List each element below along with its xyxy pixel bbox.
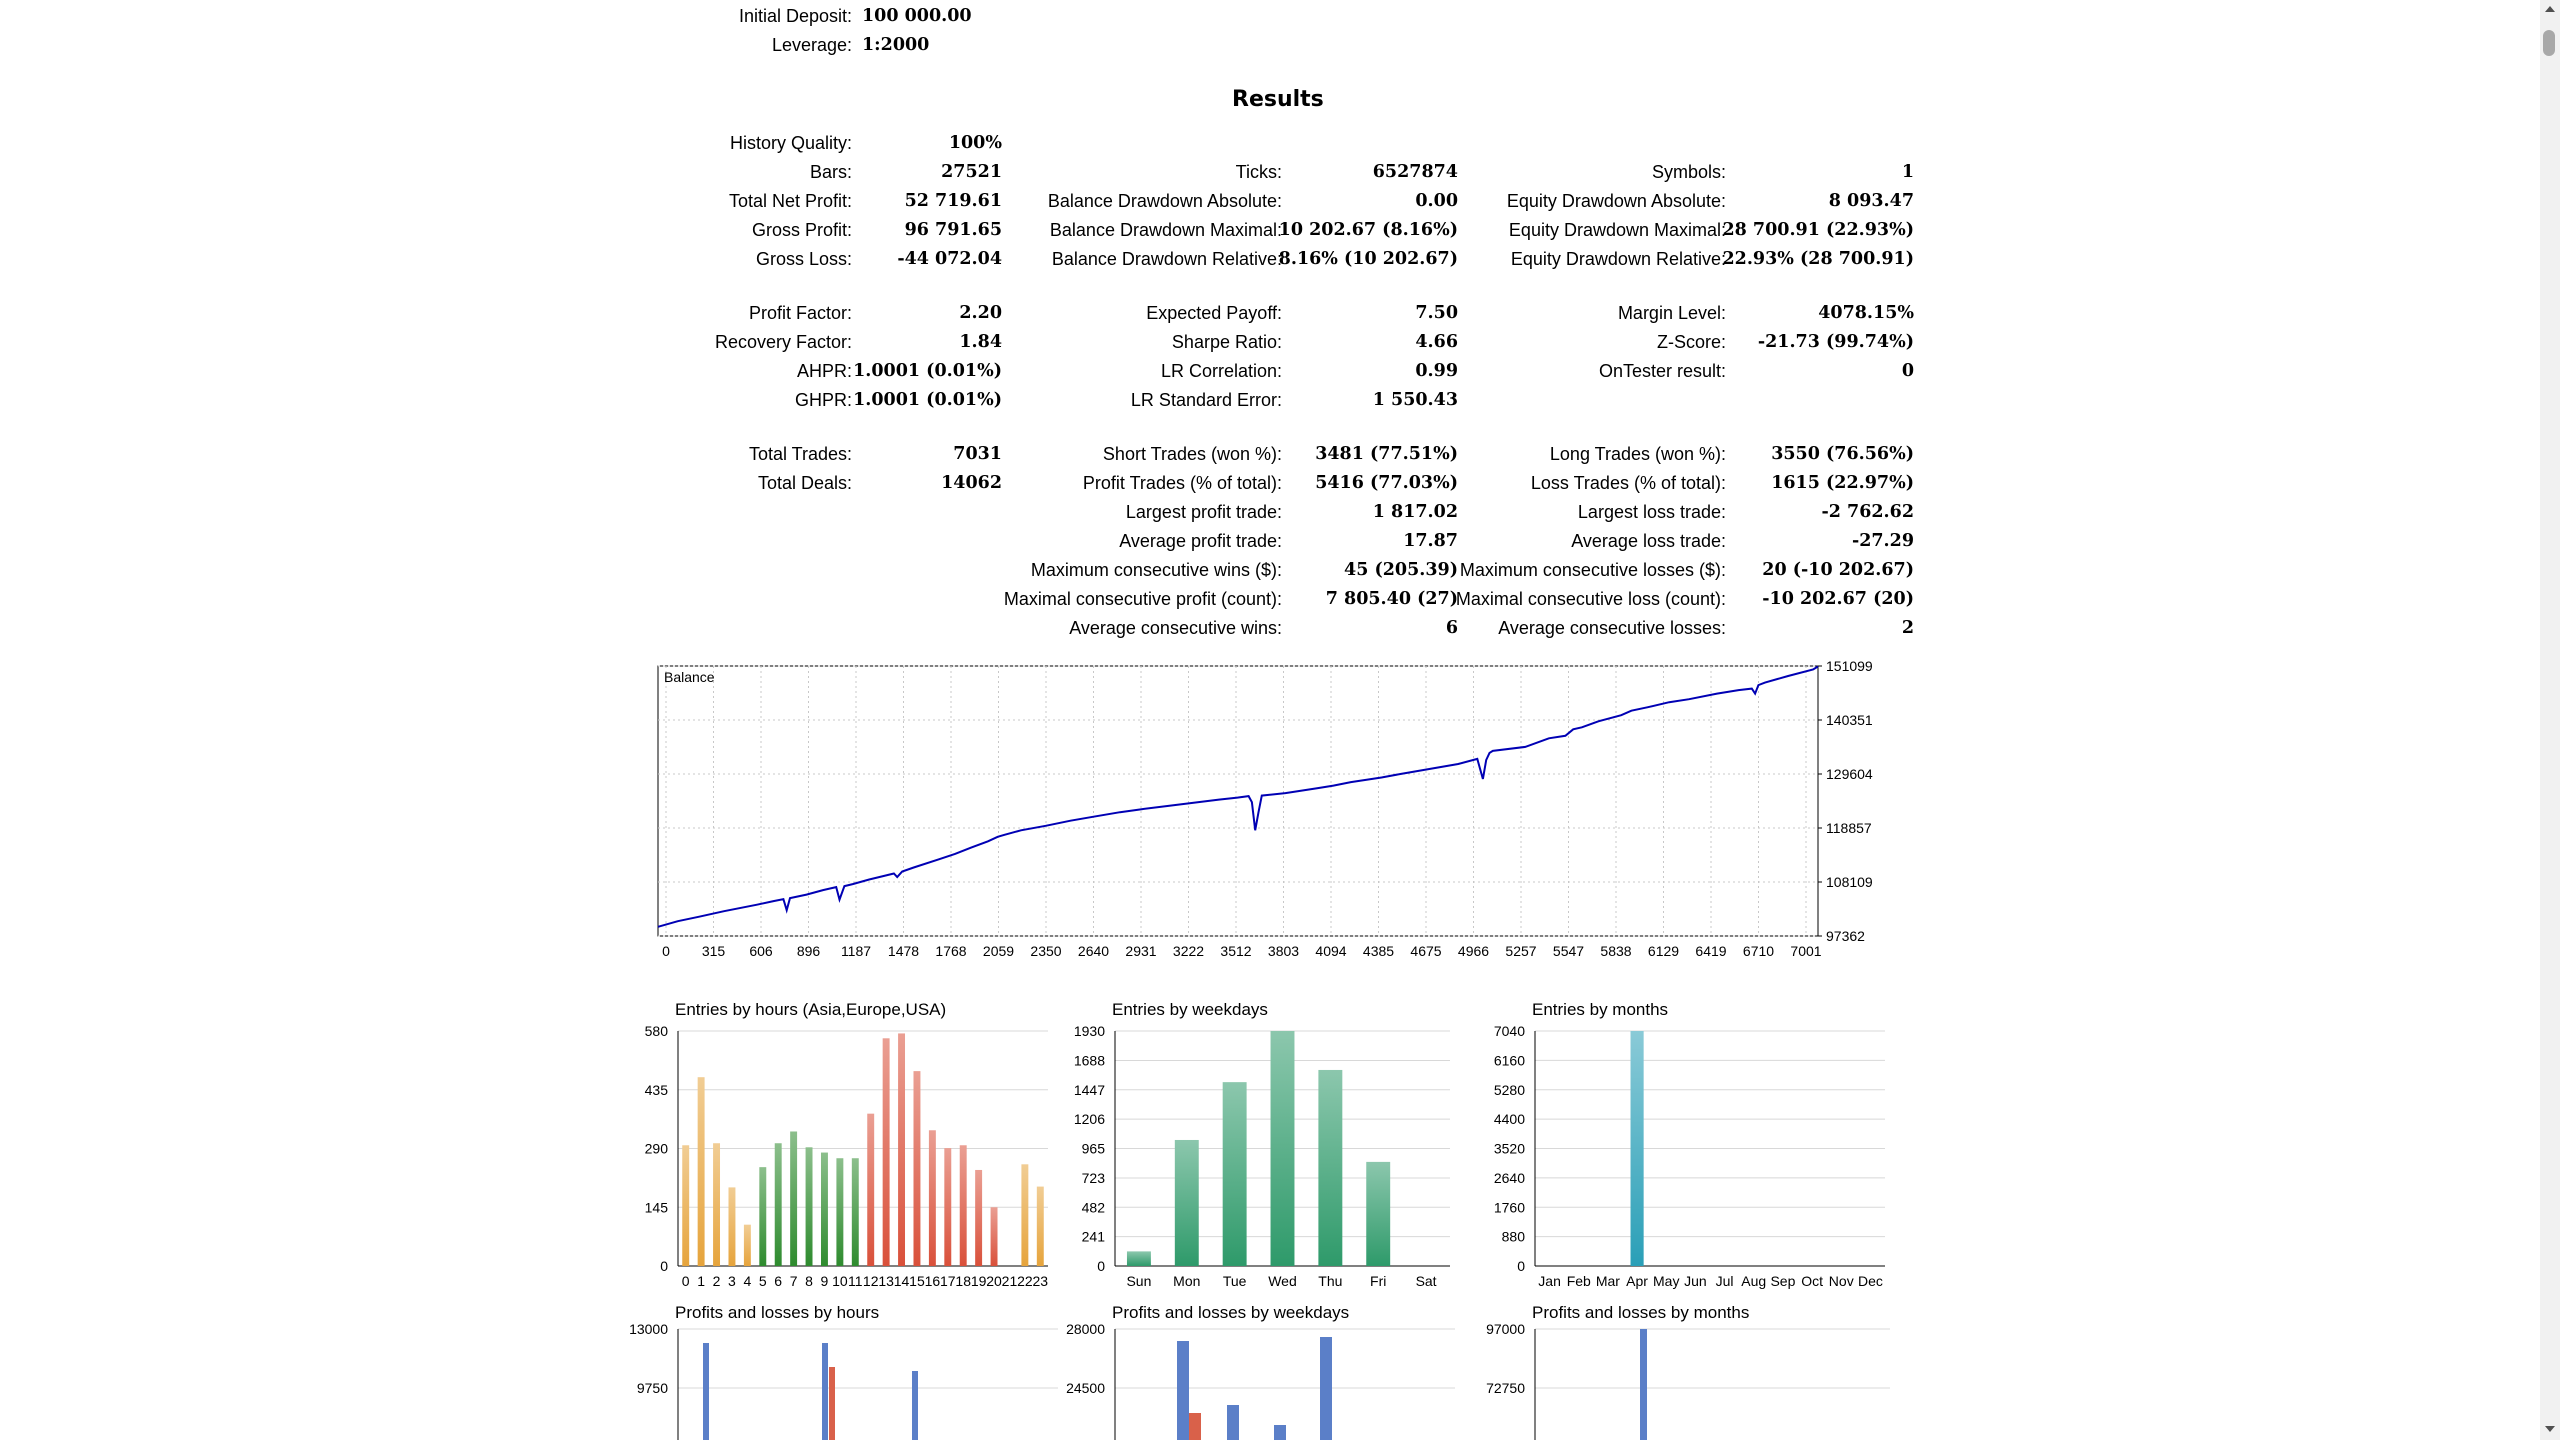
x-tick-label: 4 — [743, 1273, 752, 1289]
x-tick-label: 7 — [789, 1273, 798, 1289]
x-tick-label: 18 — [955, 1273, 971, 1289]
x-tick-label: 20 — [986, 1273, 1002, 1289]
col1-value: 100% — [948, 133, 1002, 153]
y-tick-label: 1447 — [1073, 1081, 1105, 1098]
bar — [744, 1225, 751, 1266]
col3-value: 4078.15% — [1818, 303, 1914, 323]
bar — [1021, 1164, 1028, 1266]
x-tick-label: 6710 — [1742, 943, 1775, 959]
col2-label: Balance Drawdown Absolute: — [1047, 191, 1282, 211]
x-tick-label: 1478 — [887, 943, 920, 959]
x-tick-label: May — [1653, 1273, 1680, 1289]
profit-bar — [1320, 1337, 1332, 1440]
x-tick-label: Jul — [1715, 1273, 1734, 1289]
col3-label: Symbols: — [1651, 162, 1726, 182]
col3-value: 28 700.91 (22.93%) — [1722, 220, 1914, 240]
col1-label: History Quality: — [729, 133, 852, 153]
y-tick-label: 880 — [1501, 1228, 1525, 1245]
col3-label: Equity Drawdown Maximal: — [1508, 220, 1726, 240]
col1-value: 96 791.65 — [904, 220, 1002, 240]
y-tick-label: 0 — [660, 1258, 668, 1274]
bar — [960, 1145, 967, 1266]
col3-label: Long Trades (won %): — [1549, 444, 1726, 464]
y-tick-label: 28000 — [1066, 1321, 1105, 1337]
bar — [682, 1145, 689, 1266]
x-tick-label: 606 — [749, 943, 773, 959]
x-tick-label: 315 — [701, 943, 726, 959]
col1-value: 52 719.61 — [904, 191, 1002, 211]
bar — [821, 1153, 828, 1266]
chart-title: Entries by weekdays — [1112, 1000, 1268, 1019]
scrollbar-thumb[interactable] — [2543, 30, 2555, 56]
x-tick-label: Thu — [1318, 1273, 1343, 1289]
y-tick-label: 482 — [1081, 1199, 1105, 1216]
bar — [852, 1158, 859, 1266]
col1-value: 14062 — [941, 473, 1002, 493]
y-tick-label: 129604 — [1826, 766, 1873, 783]
col3-label: Margin Level: — [1617, 303, 1726, 323]
x-tick-label: Jun — [1684, 1273, 1707, 1289]
y-tick-label: 151099 — [1826, 660, 1873, 674]
col3-label: Maximum consecutive losses ($): — [1459, 560, 1726, 580]
y-tick-label: 140351 — [1826, 712, 1873, 729]
col1-value: -44 072.04 — [897, 249, 1002, 269]
leverage-label: Leverage: — [771, 35, 852, 55]
bar — [728, 1187, 735, 1266]
y-tick-label: 108109 — [1826, 874, 1873, 891]
x-tick-label: 1187 — [840, 943, 872, 959]
x-tick-label: 1 — [697, 1273, 706, 1289]
col2-value: 0.00 — [1415, 191, 1458, 211]
x-tick-label: 5547 — [1552, 943, 1585, 959]
y-tick-label: 1688 — [1073, 1052, 1105, 1069]
col2-label: Maximal consecutive profit (count): — [1003, 589, 1282, 609]
col2-value: 7 805.40 (27) — [1325, 589, 1458, 609]
col1-value: 2.20 — [959, 303, 1002, 323]
y-tick-label: 965 — [1081, 1140, 1105, 1157]
col2-label: Profit Trades (% of total): — [1082, 473, 1282, 493]
bar — [1366, 1162, 1390, 1266]
chart-title: Entries by months — [1532, 1000, 1669, 1019]
chart-title: Profits and losses by months — [1532, 1303, 1750, 1322]
chart-title: Entries by hours (Asia,Europe,USA) — [675, 1000, 947, 1019]
x-tick-label: 6 — [774, 1273, 783, 1289]
profits-losses-by-hours-chart — [620, 1295, 1060, 1440]
col2-label: Average consecutive wins: — [1069, 618, 1282, 638]
col2-label: Balance Drawdown Relative: — [1051, 249, 1282, 269]
y-tick-label: 241 — [1081, 1228, 1105, 1245]
x-tick-label: 4675 — [1410, 943, 1442, 959]
col3-label: Largest loss trade: — [1577, 502, 1726, 522]
col3-value: 22.93% (28 700.91) — [1722, 249, 1914, 269]
col2-label: Expected Payoff: — [1146, 303, 1282, 323]
x-tick-label: 22 — [1017, 1273, 1033, 1289]
bar — [759, 1167, 766, 1266]
col3-label: Loss Trades (% of total): — [1530, 473, 1726, 493]
bar — [991, 1207, 998, 1266]
x-tick-label: Jan — [1538, 1273, 1561, 1289]
y-tick-label: 0 — [1517, 1258, 1525, 1274]
col2-label: Average profit trade: — [1119, 531, 1282, 551]
col2-label: Balance Drawdown Maximal: — [1049, 220, 1282, 240]
chart-title: Profits and losses by hours — [675, 1303, 880, 1322]
x-tick-label: 2350 — [1030, 943, 1062, 959]
bar — [806, 1147, 813, 1266]
x-tick-label: 2 — [712, 1273, 721, 1289]
x-tick-label: Mon — [1173, 1273, 1201, 1289]
bar — [867, 1114, 874, 1266]
col1-label: Gross Loss: — [755, 249, 852, 269]
col3-value: 8 093.47 — [1828, 191, 1914, 211]
col2-label: LR Standard Error: — [1130, 390, 1282, 410]
y-tick-label: 290 — [644, 1140, 668, 1157]
col2-value: 45 (205.39) — [1344, 560, 1458, 580]
x-tick-label: 7001 — [1790, 943, 1822, 959]
col1-label: Total Trades: — [748, 444, 852, 464]
initial-deposit-label: Initial Deposit: — [738, 6, 852, 26]
col2-label: Maximum consecutive wins ($): — [1030, 560, 1282, 580]
loss-bar — [829, 1367, 835, 1440]
y-tick-label: 580 — [644, 1023, 668, 1039]
col1-label: Total Net Profit: — [728, 191, 852, 211]
x-tick-label: Feb — [1566, 1273, 1591, 1289]
x-tick-label: 5 — [758, 1273, 767, 1289]
profits-losses-by-months-chart — [1480, 1295, 1900, 1440]
col3-value: -10 202.67 (20) — [1762, 589, 1914, 609]
bar — [713, 1143, 720, 1266]
y-tick-label: 97000 — [1486, 1321, 1525, 1337]
col1-label: Profit Factor: — [748, 303, 852, 323]
x-tick-label: Sep — [1770, 1273, 1796, 1289]
chart-title: Balance — [664, 669, 715, 685]
x-tick-label: 4094 — [1315, 943, 1347, 959]
bar — [775, 1143, 782, 1266]
col3-value: 2 — [1901, 618, 1914, 638]
col1-label: Total Deals: — [757, 473, 852, 493]
profit-bar — [1177, 1341, 1189, 1440]
col3-value: -2 762.62 — [1821, 502, 1914, 522]
x-tick-label: 8 — [805, 1273, 813, 1289]
plot-frame — [658, 666, 1818, 936]
y-tick-label: 435 — [644, 1081, 668, 1098]
x-tick-label: 0 — [681, 1273, 690, 1289]
x-tick-label: 2931 — [1125, 943, 1157, 959]
bar — [929, 1130, 936, 1266]
entries-by-months-chart — [1490, 995, 1900, 1295]
col3-label: OnTester result: — [1598, 361, 1726, 381]
col2-label: Largest profit trade: — [1125, 502, 1282, 522]
y-tick-label: 0 — [1097, 1258, 1105, 1274]
bar — [883, 1038, 890, 1266]
y-tick-label: 145 — [644, 1199, 668, 1216]
y-tick-label: 9750 — [636, 1380, 668, 1396]
x-tick-label: Nov — [1828, 1273, 1854, 1289]
leverage-value: 1:2000 — [862, 35, 930, 55]
y-tick-label: 6160 — [1493, 1052, 1525, 1069]
x-tick-label: 896 — [796, 943, 821, 959]
x-tick-label: 17 — [940, 1273, 956, 1289]
col2-value: 1 817.02 — [1372, 502, 1458, 522]
col2-label: Ticks: — [1235, 162, 1282, 182]
x-tick-label: 6129 — [1647, 943, 1680, 959]
x-tick-label: 3512 — [1220, 943, 1252, 959]
y-tick-label: 723 — [1081, 1169, 1105, 1186]
col2-value: 0.99 — [1415, 361, 1458, 381]
x-tick-label: Aug — [1741, 1273, 1767, 1289]
x-tick-label: 11 — [848, 1273, 863, 1289]
col2-value: 10 202.67 (8.16%) — [1278, 220, 1458, 240]
bar — [1631, 1031, 1644, 1266]
col2-value: 5416 (77.03%) — [1315, 473, 1458, 493]
col2-value: 7.50 — [1415, 303, 1458, 323]
profit-bar — [703, 1343, 709, 1440]
x-tick-label: 6419 — [1695, 943, 1727, 959]
col1-label: GHPR: — [794, 390, 852, 410]
y-tick-label: 97362 — [1826, 928, 1865, 944]
col3-value: -27.29 — [1851, 531, 1914, 551]
col3-label: Z-Score: — [1656, 332, 1726, 352]
x-tick-label: 3803 — [1267, 943, 1300, 959]
x-tick-label: 10 — [832, 1273, 848, 1289]
col2-label: Sharpe Ratio: — [1171, 332, 1282, 352]
x-tick-label: Mar — [1595, 1273, 1620, 1289]
profit-bar — [912, 1371, 918, 1440]
x-tick-label: 21 — [1001, 1273, 1018, 1289]
results-heading: Results — [1232, 87, 1324, 112]
col3-label: Average loss trade: — [1571, 531, 1726, 551]
x-tick-label: 1768 — [935, 943, 967, 959]
col3-label: Average consecutive losses: — [1498, 618, 1726, 638]
col3-label: Equity Drawdown Relative: — [1510, 249, 1726, 269]
col1-value: 27521 — [941, 162, 1002, 182]
col2-value: 1 550.43 — [1372, 390, 1458, 410]
col3-value: 1 — [1901, 162, 1914, 182]
x-tick-label: 14 — [893, 1273, 910, 1289]
bar — [944, 1148, 951, 1266]
x-tick-label: 0 — [662, 943, 670, 959]
y-tick-label: 5280 — [1493, 1081, 1525, 1098]
x-tick-label: 2059 — [982, 943, 1015, 959]
x-tick-label: 4966 — [1457, 943, 1490, 959]
x-tick-label: 23 — [1032, 1273, 1049, 1289]
bar — [836, 1158, 843, 1266]
col1-value: 7031 — [953, 444, 1002, 464]
x-tick-label: 3 — [728, 1273, 736, 1289]
bar — [1318, 1070, 1342, 1266]
col1-value: 1.0001 (0.01%) — [853, 390, 1002, 410]
col2-value: 6 — [1445, 618, 1458, 638]
x-tick-label: Oct — [1801, 1273, 1823, 1289]
col3-value: 3550 (76.56%) — [1771, 444, 1914, 464]
bar — [698, 1077, 705, 1266]
entries-by-hours-chart — [630, 995, 1060, 1295]
x-tick-label: Sat — [1415, 1273, 1437, 1289]
y-tick-label: 24500 — [1066, 1380, 1105, 1396]
x-tick-label: Fri — [1370, 1273, 1387, 1289]
y-tick-label: 1930 — [1073, 1023, 1105, 1039]
col2-value: 3481 (77.51%) — [1315, 444, 1458, 464]
y-tick-label: 3520 — [1493, 1140, 1525, 1157]
col3-label: Maximal consecutive loss (count): — [1455, 589, 1726, 609]
bar — [1037, 1187, 1044, 1266]
bar — [1127, 1251, 1151, 1266]
col1-label: Recovery Factor: — [714, 332, 852, 352]
bar — [1271, 1031, 1295, 1266]
profit-bar — [822, 1343, 828, 1440]
y-tick-label: 2640 — [1493, 1169, 1525, 1186]
bar — [790, 1131, 797, 1266]
profits-losses-by-weekdays-chart — [1050, 1295, 1470, 1440]
bar — [913, 1071, 920, 1266]
x-tick-label: Wed — [1268, 1273, 1297, 1289]
entries-by-weekdays-chart — [1060, 995, 1470, 1295]
col3-label: Equity Drawdown Absolute: — [1506, 191, 1726, 211]
x-tick-label: Sun — [1126, 1273, 1152, 1289]
y-tick-label: 7040 — [1493, 1023, 1525, 1039]
y-tick-label: 1206 — [1073, 1111, 1105, 1128]
scroll-up-arrow-icon[interactable] — [2543, 2, 2557, 16]
vertical-scrollbar[interactable] — [2540, 0, 2560, 1440]
bar — [975, 1170, 982, 1266]
col3-value: -21.73 (99.74%) — [1757, 332, 1914, 352]
x-tick-label: 3222 — [1172, 943, 1205, 959]
bar — [1175, 1140, 1199, 1266]
x-tick-label: 5257 — [1505, 943, 1537, 959]
x-tick-label: Dec — [1857, 1273, 1883, 1289]
col2-value: 17.87 — [1403, 531, 1458, 551]
x-tick-label: 2640 — [1077, 943, 1110, 959]
col2-value: 6527874 — [1372, 162, 1458, 182]
bar — [898, 1033, 905, 1266]
col1-value: 1.84 — [959, 332, 1002, 352]
y-tick-label: 72750 — [1486, 1380, 1525, 1396]
x-tick-label: 13 — [878, 1273, 894, 1289]
col2-label: LR Correlation: — [1160, 361, 1282, 381]
y-tick-label: 118857 — [1826, 819, 1872, 836]
col1-label: Gross Profit: — [751, 220, 852, 240]
col1-label: AHPR: — [796, 361, 852, 381]
x-tick-label: Tue — [1222, 1273, 1247, 1289]
profit-bar — [1274, 1425, 1286, 1440]
chart-title: Profits and losses by weekdays — [1112, 1303, 1350, 1322]
profit-bar — [1227, 1405, 1239, 1440]
x-tick-label: 15 — [909, 1273, 925, 1289]
loss-bar — [1189, 1413, 1201, 1440]
y-tick-label: 13000 — [629, 1321, 668, 1337]
y-tick-label: 1760 — [1493, 1199, 1525, 1216]
col2-value: 4.66 — [1415, 332, 1458, 352]
x-tick-label: 12 — [862, 1273, 879, 1289]
x-tick-label: Apr — [1626, 1273, 1648, 1289]
col2-label: Short Trades (won %): — [1102, 444, 1282, 464]
col1-label: Bars: — [809, 162, 852, 182]
col2-value: 8.16% (10 202.67) — [1278, 249, 1458, 269]
col3-value: 20 (-10 202.67) — [1762, 560, 1914, 580]
x-tick-label: 19 — [970, 1273, 987, 1289]
y-tick-label: 4400 — [1493, 1111, 1525, 1128]
x-tick-label: 9 — [820, 1273, 829, 1289]
x-tick-label: 16 — [924, 1273, 941, 1289]
col3-value: 0 — [1901, 361, 1914, 381]
col1-value: 1.0001 (0.01%) — [853, 361, 1002, 381]
scroll-down-arrow-icon[interactable] — [2543, 1422, 2557, 1436]
balance-chart — [650, 660, 1890, 970]
initial-deposit-value: 100 000.00 — [862, 6, 972, 26]
profit-bar — [1640, 1329, 1647, 1440]
bar — [1223, 1082, 1247, 1266]
col3-value: 1615 (22.97%) — [1771, 473, 1914, 493]
x-tick-label: 5838 — [1600, 943, 1632, 959]
x-tick-label: 4385 — [1362, 943, 1395, 959]
